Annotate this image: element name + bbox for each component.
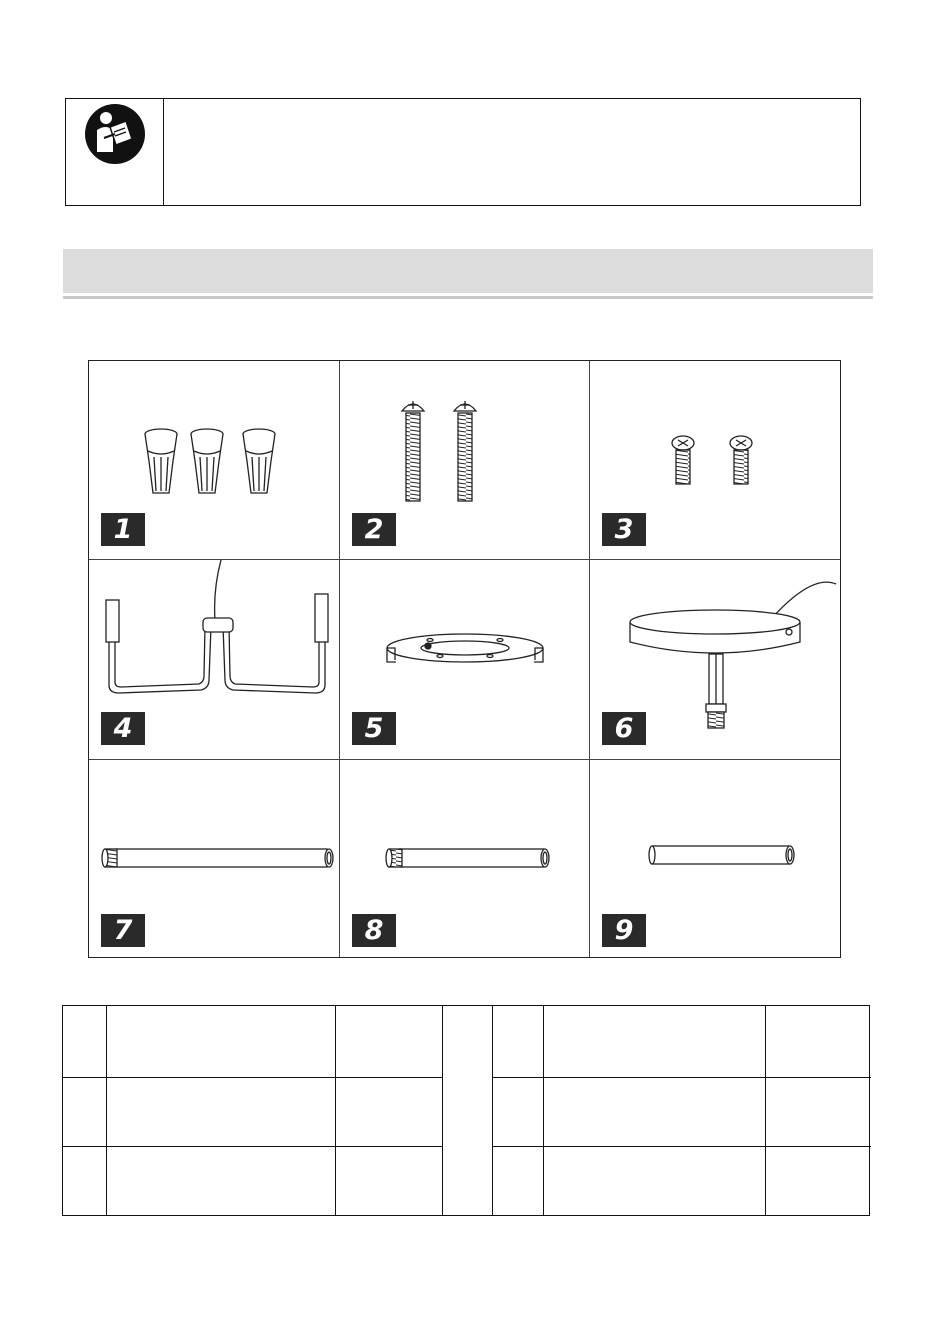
- table-column-divider: [765, 1006, 766, 1215]
- table-row-divider: [492, 1146, 871, 1147]
- notice-text: [164, 99, 860, 205]
- part-cell-7: [89, 760, 340, 957]
- table-row-divider: [63, 1077, 442, 1078]
- section-header: [63, 249, 873, 293]
- part-cell-3: [590, 361, 840, 560]
- table-column-divider: [335, 1006, 336, 1215]
- part-number-badge: 2: [352, 513, 396, 546]
- notice-icon-cell: [66, 99, 164, 205]
- part-cell-2: [340, 361, 590, 560]
- table-row-divider: [63, 1146, 442, 1147]
- table-column-divider: [492, 1006, 493, 1215]
- part-number-badge: 4: [101, 712, 145, 745]
- safety-notice: [65, 98, 861, 206]
- part-cell-9: [590, 760, 840, 957]
- part-cell-6: [590, 560, 840, 760]
- part-number-badge: 8: [352, 914, 396, 947]
- table-column-divider: [543, 1006, 544, 1215]
- section-divider: [63, 296, 873, 299]
- part-number-badge: 3: [602, 513, 646, 546]
- part-cell-5: [340, 560, 590, 760]
- parts-list-table: [62, 1005, 870, 1216]
- parts-grid: [88, 360, 841, 958]
- part-number-badge: 5: [352, 712, 396, 745]
- table-column-divider: [442, 1006, 443, 1215]
- part-number-badge: 1: [101, 513, 145, 546]
- part-number-badge: 7: [101, 914, 145, 947]
- table-row-divider: [492, 1077, 871, 1078]
- part-number-badge: 6: [602, 712, 646, 745]
- table-column-divider: [106, 1006, 107, 1215]
- read-manual-icon: [84, 103, 146, 165]
- part-number-badge: 9: [602, 914, 646, 947]
- section-title: [63, 249, 873, 271]
- part-cell-1: [89, 361, 340, 560]
- part-cell-4: [89, 560, 340, 760]
- part-cell-8: [340, 760, 590, 957]
